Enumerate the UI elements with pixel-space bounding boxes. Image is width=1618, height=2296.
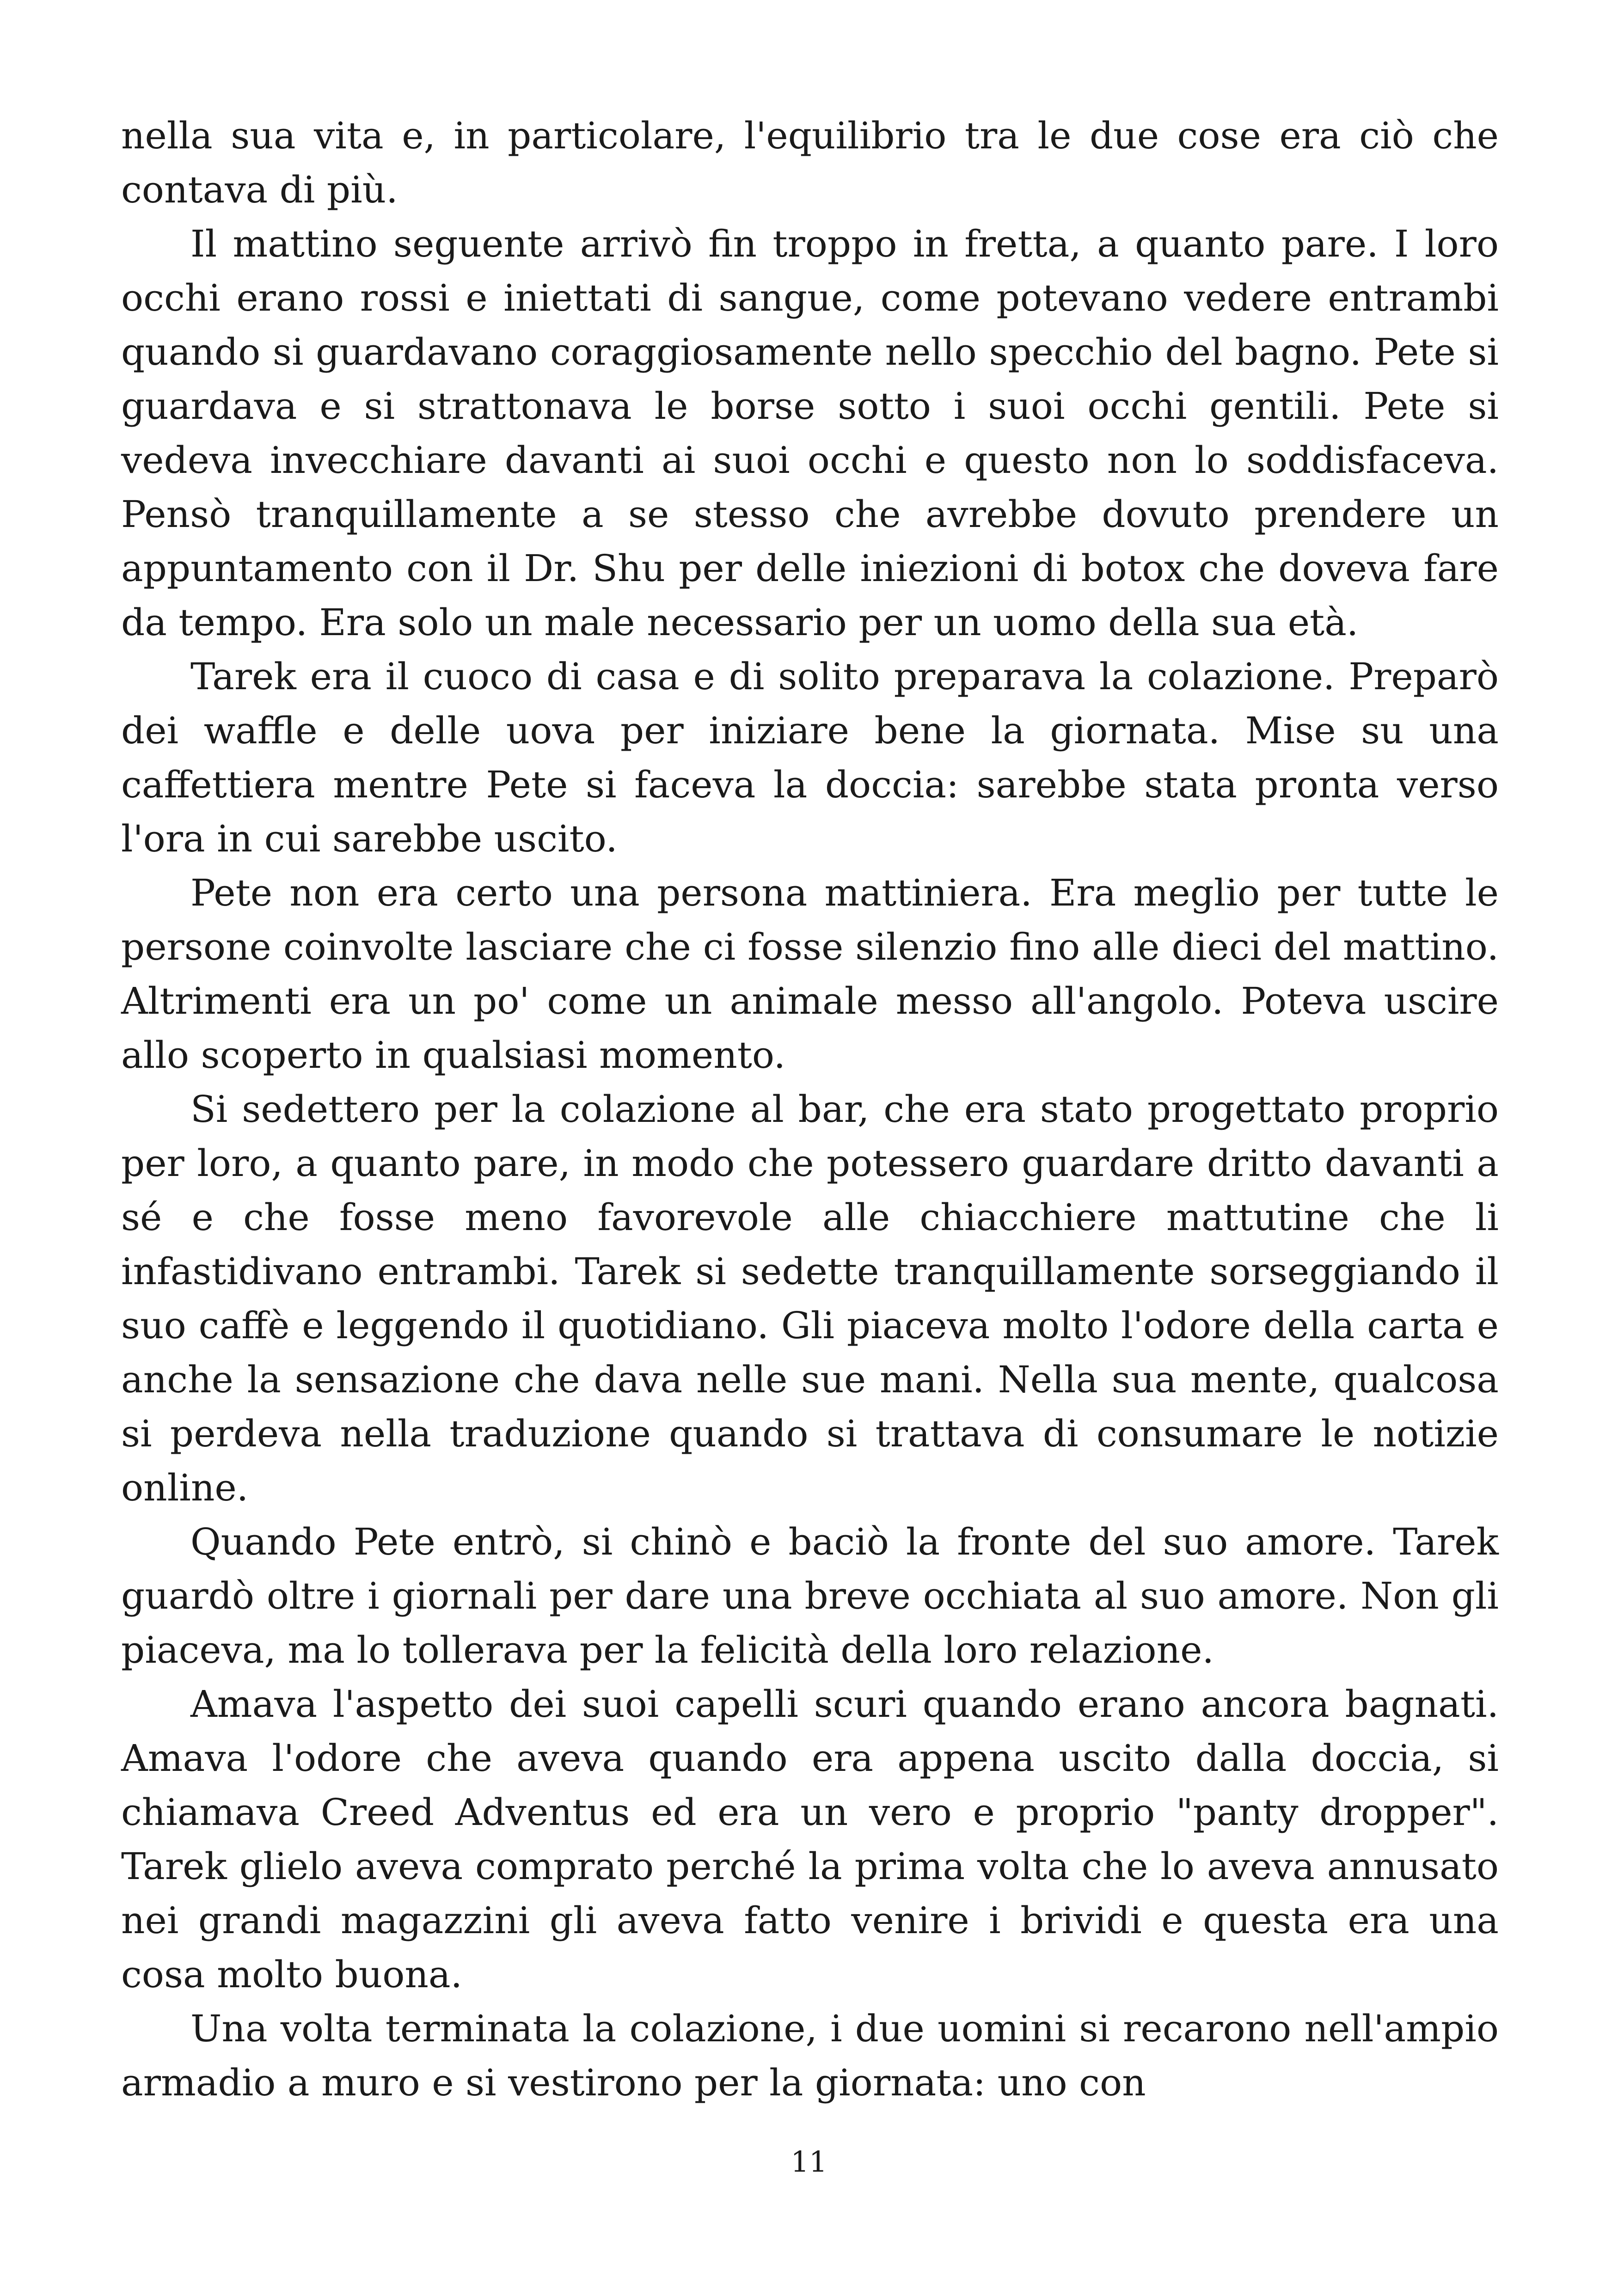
body-text	[121, 109, 1499, 2110]
paragraph: Quando Pete entrò, si chinò e baciò la fronte del suo amore. Tarek guardò oltre i giornali per dare una breve occhiata al suo amore. Non gli piaceva, ma lo tollerava per la felicità della loro relazione.	[121, 1520, 1499, 1671]
paragraph: Tarek era il cuoco di casa e di solito preparava la colazione. Preparò dei waffle e delle uova per iniziare bene la giornata. Mise su una caffettiera mentre Pete si faceva la doccia: sarebbe stata pronta verso l'ora in cui sarebbe uscito.	[121, 655, 1499, 860]
page-number: 11	[791, 2145, 827, 2179]
paragraph: Si sedettero per la colazione al bar, che era stato progettato proprio per loro, a quanto pare, in modo che potessero guardare dritto davanti a sé e che fosse meno favorevole alle chiacchiere mattutine che li infastidivano entrambi. Tarek si sedette tranquillamente sorseggiando il suo caffè e leggendo il quotidiano. Gli piaceva molto l'odore della carta e anche la sensazione che dava nelle sue mani. Nella sua mente, qualcosa si perdeva nella traduzione quando si trattava di consumare le notizie online.	[121, 1088, 1499, 1509]
paragraph: Una volta terminata la colazione, i due uomini si recarono nell'ampio armadio a muro e si vestirono per la giornata: uno con	[121, 2007, 1499, 2104]
paragraph: Il mattino seguente arrivò fin troppo in fretta, a quanto pare. I loro occhi erano rossi e iniettati di sangue, come potevano vedere entrambi quando si guardavano coraggiosamente nello specchio del bagno. Pete si guardava e si strattonava le borse sotto i suoi occhi gentili. Pete si vedeva invecchiare davanti ai suoi occhi e questo non lo soddisfaceva. Pensò tranquillamente a se stesso che avrebbe dovuto prendere un appuntamento con il Dr. Shu per delle iniezioni di botox che doveva fare da tempo. Era solo un male necessario per un uomo della sua età.	[121, 222, 1499, 644]
paragraph: Pete non era certo una persona mattiniera. Era meglio per tutte le persone coinvolte lasciare che ci fosse silenzio fino alle dieci del mattino. Altrimenti era un po' come un animale messo all'angolo. Poteva uscire allo scoperto in qualsiasi momento.	[121, 871, 1499, 1077]
paragraph: Amava l'aspetto dei suoi capelli scuri quando erano ancora bagnati. Amava l'odore che aveva quando era appena uscito dalla doccia, si chiamava Creed Adventus ed era un vero e proprio "panty dropper". Tarek glielo aveva comprato perché la prima volta che lo aveva annusato nei grandi magazzini gli aveva fatto venire i brividi e questa era una cosa molto buona.	[121, 1683, 1499, 1996]
paragraph-continuation: nella sua vita e, in particolare, l'equilibrio tra le due cose era ciò che contava di più.	[121, 114, 1499, 211]
